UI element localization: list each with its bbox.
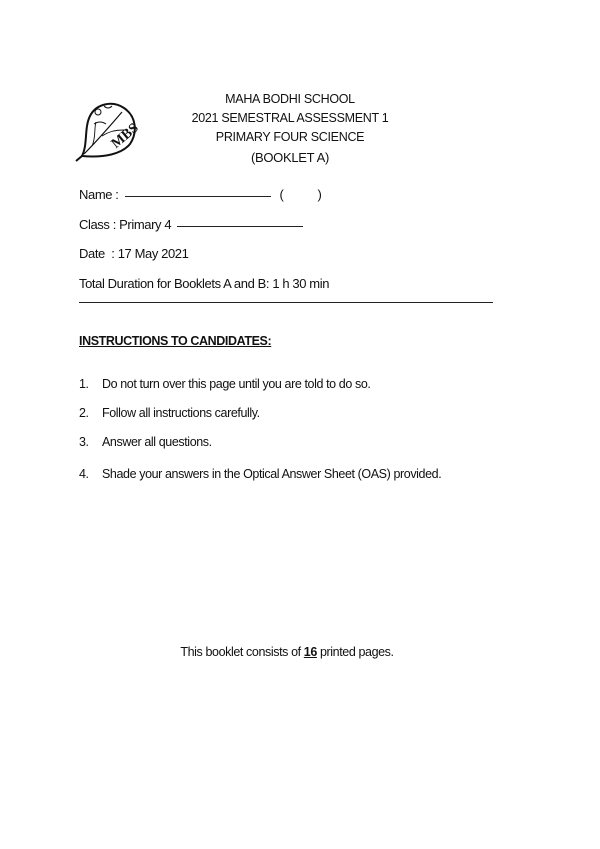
instruction-text: Follow all instructions carefully. [102,406,260,420]
page-count-note [0,645,574,659]
date-label: Date : 17 May 2021 [79,246,189,261]
index-number-open-paren: ( [279,187,284,202]
instruction-number: 1. [79,377,89,391]
instruction-text: Do not turn over this page until you are told to do so. [102,377,371,391]
school-crest-leaf-icon [74,94,142,162]
exam-header [150,90,430,167]
date-field [79,246,188,261]
logo-text: MBS [108,120,142,152]
instruction-number: 3. [79,435,89,449]
page-count-suffix: printed pages. [316,645,394,659]
duration-label: Total Duration for Booklets A and B: 1 h 30 min [79,276,330,291]
subject-title: PRIMARY FOUR SCIENCE [215,130,365,144]
header-divider [79,302,493,303]
school-name: MAHA BODHI SCHOOL [225,92,355,106]
instruction-item [79,377,370,391]
name-label: Name : [79,187,119,202]
index-number-close-paren: ) [317,187,322,202]
instruction-item [79,406,260,420]
name-blank-line[interactable] [125,195,271,197]
page-count-prefix: This booklet consists of [180,645,304,659]
class-field [79,217,303,232]
name-field [79,187,321,202]
duration-field [79,276,329,291]
instruction-number: 4. [79,467,89,481]
page-count-value: 16 [303,645,317,659]
instruction-text: Shade your answers in the Optical Answer Sheet (OAS) provided. [102,467,442,481]
instruction-text: Answer all questions. [102,435,212,449]
class-blank-line[interactable] [177,225,303,227]
instruction-item [79,467,441,481]
booklet-label: (BOOKLET A) [250,150,330,165]
instructions-heading: INSTRUCTIONS TO CANDIDATES: [79,334,272,348]
instruction-item [79,435,212,449]
assessment-title: 2021 SEMESTRAL ASSESSMENT 1 [191,111,389,125]
instruction-number: 2. [79,406,89,420]
class-label: Class : Primary 4 [79,217,172,232]
